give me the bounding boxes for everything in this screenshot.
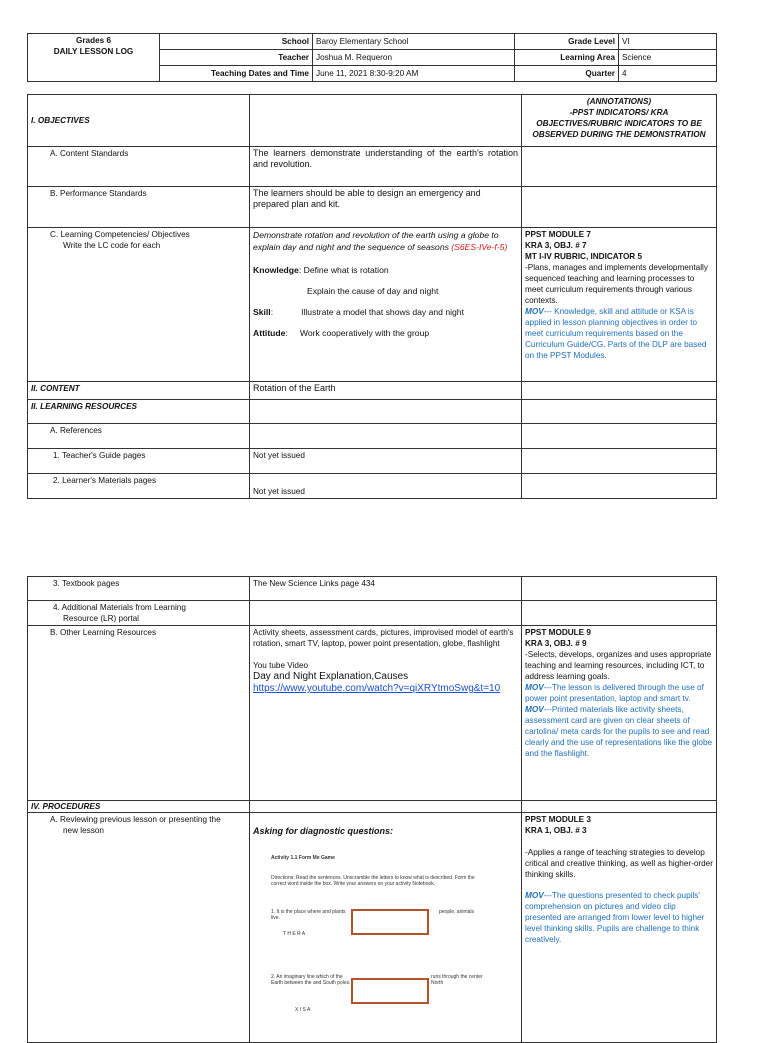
lc-code: (S6ES-IVe-f-5) [451,242,508,252]
addl-label-line-2: Resource (LR) portal [63,614,139,623]
annot-line-3: OBJECTIVES/RUBRIC INDICATORS TO BE [536,119,702,128]
content-label: II. CONTENT [28,382,250,400]
item1-right: people, animals [439,909,475,915]
lm-label: 2. Learner's Materials pages [28,474,250,499]
ppst9-mov2: ---Printed materials like activity sheets, assessment card are given on clear sheets of cartolina/ meta cards for the pupils to see and read clearly and the use of representations like the globe and the flashlight. [525,705,713,758]
ppst3-line-2: KRA 1, OBJ. # 3 [525,826,587,835]
procedures-label: IV. PROCEDURES [28,801,250,813]
content-std-label: A. Content Standards [28,147,250,187]
resources-table [27,576,717,1043]
other-label: B. Other Learning Resources [28,626,250,801]
textbook-annot [522,577,717,601]
addl-label-line-1: 4. Additional Materials from Learning [53,603,186,612]
references-annot [522,424,717,449]
ppst7-annot [522,228,717,382]
references-label: A. References [28,424,250,449]
ppst3-annot [522,813,717,1043]
ppst9-annot [522,626,717,801]
content-std-annot [522,147,717,187]
objectives-table [27,94,717,499]
activity-directions: Directions: Read the sentences. Unscramble the letters to know what is described. Form the correct word inside the box. Write your answers on your activity Notebook. [271,875,475,887]
ppst7-line-4: -Plans, manages and implements developmentally sequenced teaching and learning processes to meet curriculum requirements through various contexts. [525,263,708,305]
teacher-label: Teacher [160,50,313,66]
attitude-value: Work cooperatively with the group [299,328,430,338]
ppst7-line-1: PPST MODULE 7 [525,230,591,239]
perf-std-label: B. Performance Standards [28,187,250,228]
procedures-empty [250,801,522,813]
lc-label [28,228,250,382]
annot-line-1: (ANNOTATIONS) [586,97,652,106]
quarter-label: Quarter [515,66,619,82]
ppst7-mov-label: MOV [525,307,544,316]
content-std-value: The learners demonstrate understanding of the earth's rotation and revolution. [250,147,522,187]
knowledge-2: Explain the cause of day and night [307,286,439,296]
school-value: Baroy Elementary School [313,34,515,50]
review-label [28,813,250,1043]
procedures-annot [522,801,717,813]
grade-level-label: Grade Level [515,34,619,50]
lc-label-line-2: Write the LC code for each [63,241,161,250]
ppst3-mov: ---The questions presented to check pupils' comprehension on pictures and video clip presented are arranged from lower level to higher level thinking skills. Pupils are challenge to think creatively. [525,891,705,944]
lc-text: Demonstrate rotation and revolution of the earth using a globe to explain day and night and the sequence of seasons [253,230,499,252]
ppst7-line-2: KRA 3, OBJ. # 7 [525,241,587,250]
item2-right: runs through the center North [431,974,483,986]
ppst7-mov: --- Knowledge, skill and attitude or KSA is applied in lesson planning objectives in order to meet curriculum requirements based on the Curriculum Guide/CG. Parts of the DLP are based on the PPST Modules. [525,307,707,360]
resources-empty [250,400,522,424]
activity-worksheet-image [253,837,518,1037]
addl-annot [522,601,717,626]
asking-text: Asking for diagnostic questions: [253,826,394,836]
grades-label: Grades 6 [75,36,112,45]
item1-text: 1. It is the place where and plants live. [271,909,346,921]
perf-std-annot [522,187,717,228]
lc-label-line-1: C. Learning Competencies/ Objectives [50,230,190,239]
content-value: Rotation of the Earth [250,382,522,400]
content-annot [522,382,717,400]
ppst3-line-1: PPST MODULE 3 [525,815,591,824]
other-value [250,626,522,801]
ppst7-line-3: MT I-IV RUBRIC, INDICATOR 5 [525,252,643,261]
addl-value [250,601,522,626]
skill-value: Illustrate a model that shows day and night [301,307,464,317]
annotations-header [522,95,717,147]
dates-label: Teaching Dates and Time [160,66,313,82]
review-label-line-2: new lesson [63,826,104,835]
knowledge-1: : Define what is rotation [298,265,389,275]
ppst9-mov2-label: MOV [525,705,544,714]
lm-annot [522,474,717,499]
grade-level-value: VI [619,34,717,50]
learning-area-label: Learning Area [515,50,619,66]
header-table [27,33,717,82]
lc-value: Demonstrate rotation and revolution of the earth using a globe to explain day and night and the sequence of seasons (S6ES-IVe-f-5) Knowledge: Define what is rotation Explain the cause of day and night Skill: Illustrate a model that shows day and night Attitude: Work cooperatively with the group [250,228,522,382]
perf-std-value: The learners should be able to design an emergency and prepared plan and kit. [250,187,522,228]
attitude-label: Attitude [253,328,286,338]
item2-answer-box[interactable] [351,978,429,1004]
objectives-label: I. OBJECTIVES [28,95,250,147]
school-label: School [160,34,313,50]
resources-annot [522,400,717,424]
tg-label: 1. Teacher's Guide pages [28,449,250,474]
tg-value: Not yet issued [250,449,522,474]
header-title-cell [28,34,160,82]
activity-title: Activity 1.1 Form Me Game [271,855,335,861]
ppst9-line-3: -Selects, develops, organizes and uses appropriate teaching and learning resources, including ICT, to address learning goals. [525,650,712,681]
video-link[interactable]: https://www.youtube.com/watch?v=qiXRYtmoSwg&t=10 [253,683,501,694]
tg-annot [522,449,717,474]
textbook-value: The New Science Links page 434 [250,577,522,601]
ppst9-line-1: PPST MODULE 9 [525,628,591,637]
item1-answer-box[interactable] [351,909,429,935]
learning-area-value: Science [619,50,717,66]
lm-value: Not yet issued [250,474,522,499]
resources-label: II. LEARNING RESOURCES [28,400,250,424]
textbook-label: 3. Textbook pages [28,577,250,601]
annot-line-4: OBSERVED DURING THE DEMONSTRATION [532,130,706,139]
ppst9-line-2: KRA 3, OBJ. # 9 [525,639,587,648]
knowledge-label: Knowledge [253,265,299,275]
addl-label [28,601,250,626]
video-title: Day and Night Explanation,Causes [253,671,409,682]
ppst9-mov1-label: MOV [525,683,544,692]
review-label-line-1: A. Reviewing previous lesson or presenting the [50,815,221,824]
objectives-empty [250,95,522,147]
item2-text: 2. An imaginary line which of the Earth between the and South poles. [271,974,351,986]
other-list: Activity sheets, assessment cards, pictures, improvised model of earth's rotation, smart TV, laptop, power point presentation, globe, flashlight [253,628,514,648]
ppst9-mov1: ---The lesson is delivered through the use of power point presentation, laptop and smart tv. [525,683,704,703]
item2-scrambled: X I S A [295,1007,311,1013]
skill-label: Skill [253,307,271,317]
ppst3-line-3: -Applies a range of teaching strategies to develop critical and creative thinking, as well as higher-order thinking skills. [525,848,713,879]
ppst3-mov-label: MOV [525,891,544,900]
quarter-value: 4 [619,66,717,82]
references-empty [250,424,522,449]
teacher-value: Joshua M. Requeron [313,50,515,66]
item1-scrambled: T H E R A [283,931,306,937]
video-label: You tube Video [253,661,309,670]
log-title: DAILY LESSON LOG [53,47,134,56]
dates-value: June 11, 2021 8:30-9:20 AM [313,66,515,82]
annot-line-2: -PPST INDICATORS/ KRA [569,108,669,117]
review-value [250,813,522,1043]
